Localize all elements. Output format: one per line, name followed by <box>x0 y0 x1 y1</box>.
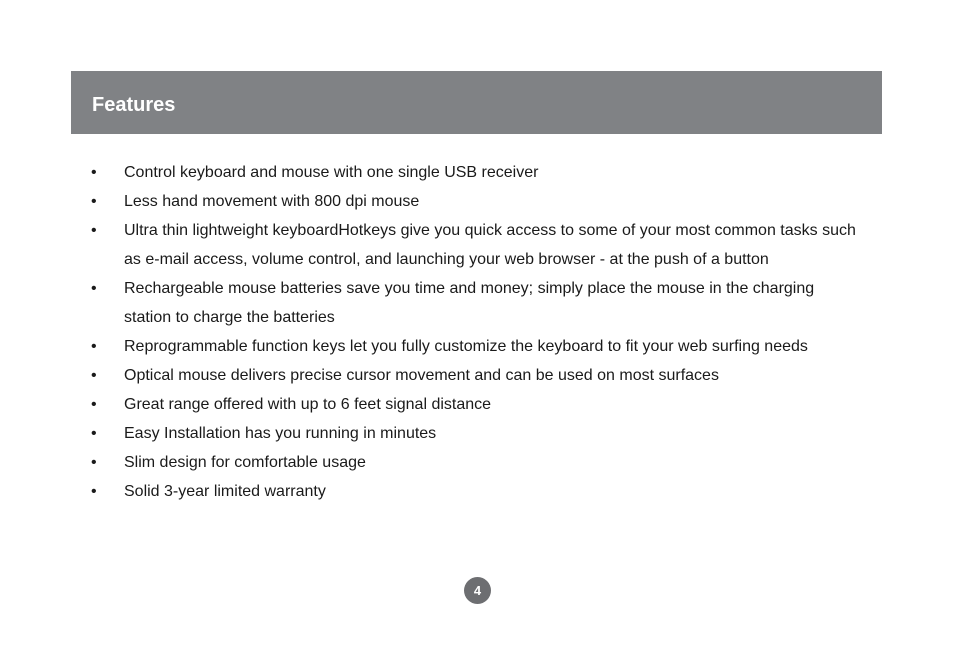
feature-text: Reprogrammable function keys let you fully customize the keyboard to fit your web surfing needs <box>124 338 808 355</box>
feature-item <box>91 158 861 187</box>
feature-item <box>91 448 861 477</box>
feature-text: Rechargeable mouse batteries save you time and money; simply place the mouse in the charging station to charge the batteries <box>124 280 815 326</box>
feature-text: Easy Installation has you running in minutes <box>124 425 437 442</box>
feature-text: Control keyboard and mouse with one single USB receiver <box>124 164 539 181</box>
bullet-icon: • <box>91 222 97 239</box>
bullet-icon: • <box>91 367 97 384</box>
feature-text: Great range offered with up to 6 feet signal distance <box>124 396 492 413</box>
feature-item <box>91 390 861 419</box>
feature-text: Ultra thin lightweight keyboardHotkeys give you quick access to some of your most common tasks such as e-mail access, volume control, and launching your web browser - at the push of a button <box>124 222 856 268</box>
feature-item <box>91 187 861 216</box>
bullet-icon: • <box>91 483 97 500</box>
feature-item <box>91 332 861 361</box>
feature-item <box>91 274 861 332</box>
bullet-icon: • <box>91 193 97 210</box>
feature-text: Slim design for comfortable usage <box>124 454 366 471</box>
feature-item <box>91 216 861 274</box>
feature-item <box>91 477 861 506</box>
bullet-icon: • <box>91 454 97 471</box>
feature-text: Less hand movement with 800 dpi mouse <box>124 193 420 210</box>
feature-list <box>91 158 861 506</box>
feature-text: Solid 3-year limited warranty <box>124 483 326 500</box>
feature-item <box>91 419 861 448</box>
feature-item <box>91 361 861 390</box>
bullet-icon: • <box>91 425 97 442</box>
section-header-bar <box>71 71 882 134</box>
feature-text: Optical mouse delivers precise cursor movement and can be used on most surfaces <box>124 367 719 384</box>
section-title: Features <box>92 94 176 116</box>
bullet-icon: • <box>91 280 97 297</box>
page-number-badge: 4 <box>464 577 491 604</box>
bullet-icon: • <box>91 338 97 355</box>
bullet-icon: • <box>91 164 97 181</box>
bullet-icon: • <box>91 396 97 413</box>
